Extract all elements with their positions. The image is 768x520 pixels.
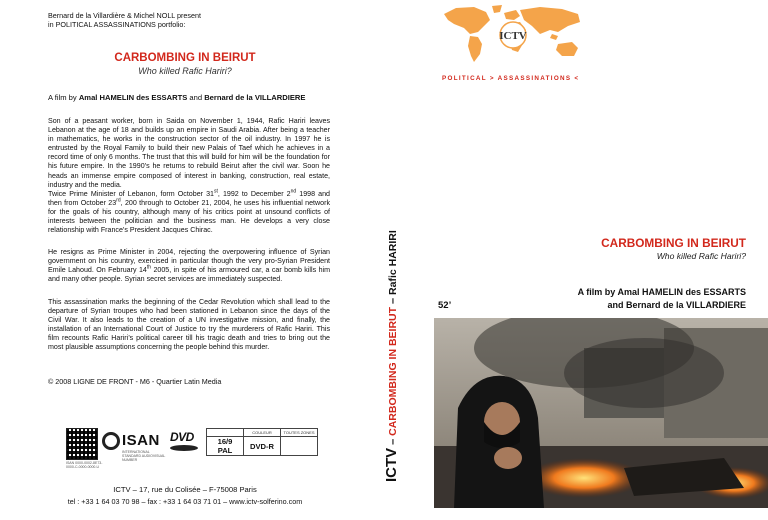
logo-text: ICTV (499, 30, 527, 42)
synopsis-paragraph-2 (48, 190, 330, 235)
p2-sup-3: rd (116, 197, 121, 204)
cover-photo-illustration (434, 318, 768, 508)
isan-circle-icon (102, 432, 120, 450)
spec-header-1 (207, 429, 244, 437)
spine-separator: – (387, 438, 399, 445)
isan-tagline: INTERNATIONAL STANDARD AUDIOVISUAL NUMBER (122, 450, 166, 462)
ictv-world-map-logo (440, 4, 586, 66)
spec-header-3: TOUTES ZONES (281, 429, 318, 437)
qr-code-icon (66, 428, 98, 460)
front-byline-line-2: and Bernard de la VILLARDIERE (607, 300, 746, 310)
synopsis-paragraph-1: Son of a peasant worker, born in Saida on November 1, 1944, Rafic Hariri leaves Lebanon at the age of 18 and builds up an empire in Saudi Arabia. After being a teacher in mathematics, he works in the construction sector of the oil industry. In 1997 he is entrusted by the Royal Family to build their new Palais of Taef which he achieves in a record time of only 6 months. The trust that this will build for him will be the foundation for his future empire. In the 1990’s he returns to rebuild Beirut after the civil war. Soon he heads an immense empire composed of interest in banking, construction, real estate, industry and the media. (48, 117, 330, 189)
p2-part-d: , 200 through to October 21, 2004, he uses his influential network for the goals of his country, although many of his critics point at unsound conflicts of interests between the politician and the business man. He develops a very close relationship with France’s President Jacques Chirac. (48, 199, 331, 235)
qr-caption: ISAN 0000-0002-8E73-0000-C-0000-0000-U (66, 461, 103, 469)
back-subtitle: Who killed Rafic Hariri? (138, 66, 232, 76)
byline-prefix: A film by (48, 93, 77, 102)
back-cover (0, 0, 370, 520)
presenter-credit (48, 11, 348, 29)
dvd-disc-icon (170, 445, 198, 451)
spine-name: Rafic HARIRI (387, 230, 399, 295)
front-title: CARBOMBING IN BEIRUT (601, 236, 746, 250)
world-map-icon (440, 4, 586, 66)
p3-sup: th (146, 264, 152, 271)
spec-table (206, 428, 318, 456)
p2-part-b: , 1992 to December 2 (217, 190, 291, 198)
front-byline-line-1: A film by Amal HAMELIN des ESSARTS (577, 287, 746, 297)
spec-aspect-ratio-value: 16/9 (217, 437, 233, 446)
isan-logo-text: ISAN (122, 432, 160, 449)
back-title: CARBOMBING IN BEIRUT (114, 52, 256, 64)
spec-color-value: DVD-R (244, 437, 281, 456)
p2-part-a: Twice Prime Minister of Lebanon, form October 31 (48, 190, 214, 198)
publisher-address: ICTV – 17, rue du Colisée – F-75008 Paris (113, 485, 257, 494)
dvd-logo-text: DVD (170, 430, 194, 444)
spine-brand: ICTV (383, 447, 400, 482)
publisher-contacts: tel : +33 1 64 03 70 98 – fax : +33 1 64 03 71 01 – www.ictv-solferino.com (67, 497, 303, 506)
spec-zones-value (281, 437, 318, 456)
byline-and: and (189, 93, 203, 102)
byline-author-2: Bernard de la VILLARDIERE (204, 93, 306, 102)
p2-sup-2: nd (290, 188, 297, 195)
p3-part-a: He resigns as Prime Minister in 2004, rejecting the overpowering influence of Syrian government on his country, exercised in particular though the very pro-Syrian President Emile Lahoud. On February 14 (48, 248, 330, 275)
p2-part-c: 1998 and then from October 23 (48, 190, 331, 208)
presenter-line-1: Bernard de la Villardière & Michel NOLL present (48, 11, 202, 20)
dvd-logo (170, 430, 200, 454)
cover-photo (434, 318, 768, 508)
p3-part-b: 2005, in spite of his armoured car, a car bomb kills him and many other people. Syrian secret services are immediately suspected. (48, 266, 330, 284)
spec-aspect-ratio (207, 437, 244, 456)
synopsis-paragraph-3 (48, 248, 330, 284)
isan-logo (102, 430, 166, 462)
byline-author-1: Amal HAMELIN des ESSARTS (78, 93, 188, 102)
spec-format-value: PAL (217, 446, 233, 455)
spine-title: CARBOMBING IN BEIRUT (387, 306, 399, 436)
logo-strip (66, 428, 326, 468)
front-subtitle: Who killed Rafic Hariri? (656, 251, 746, 261)
spine (370, 0, 414, 520)
series-slogan: POLITICAL > ASSASSINATIONS < (442, 75, 580, 82)
runtime-label: 52’ (438, 300, 452, 311)
back-byline (48, 93, 305, 102)
p2-sup-1: st (214, 188, 218, 195)
front-cover (414, 0, 768, 520)
copyright-notice: © 2008 LIGNE DE FRONT - M6 - Quartier Latin Media (48, 377, 222, 386)
spine-separator-2: – (387, 297, 399, 305)
synopsis-paragraph-4: This assassination marks the beginning of the Cedar Revolution which shall lead to the departure of Syrian troupes who had been stationed in Lebanon since the days of the Civil War. It also leads to the creation of a UN investigative mission, and finally, the installation of an International Court of Justice to try the murderers of Rafic Hariri. This film recounts Rafic Hariri’s political career till his tragic death and tries to bring out the most plausible assumptions concerning the people behind this murder. (48, 298, 330, 352)
presenter-line-2: in POLITICAL ASSASSINATIONS portfolio: (48, 20, 186, 29)
spec-header-2: COULEUR (244, 429, 281, 437)
